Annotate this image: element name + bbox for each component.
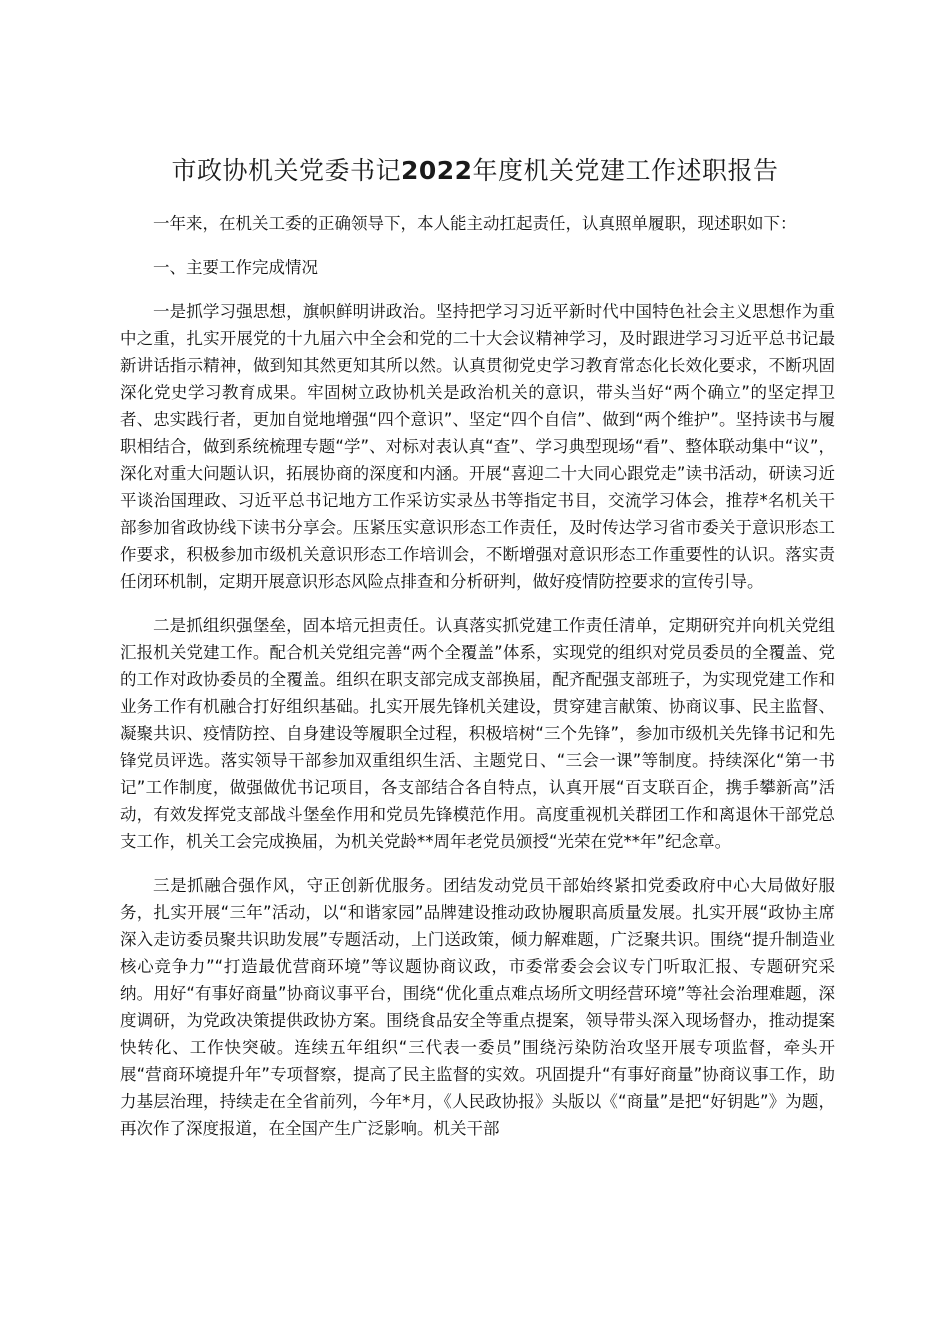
section-heading: 一、主要工作完成情况 (153, 258, 318, 277)
paragraph-integration: 三是抓融合强作风，守正创新优服务。团结发动党员干部始终紧扣党委政府中心大局做好服务，扎实开展“三年”活动，以“和谐家园”品牌建设推动政协履职高质量发展。扎实开展“政协主席深入走访委员聚共识助发展”专题活动，上门送政策，倾力解难题，广泛聚共识。围绕“提升制造业核心竞争力”“打造最优营商环境”等议题协商议政，市委常委会会议专门听取汇报、专题研究采纳。用好“有事好商量”协商议事平台，围绕“优化重点难点场所文明经营环境”等社会治理难题，深度调研，为党政决策提供政协方案。围绕食品安全等重点提案，领导带头深入现场督办，推动提案快转化、工作快突破。连续五年组织“三代表一委员”围绕污染防治攻坚开展专项监督，牵头开展“营商环境提升年”专项督察，提高了民主监督的实效。巩固提升“有事好商量”协商议事工作，助力基层治理，持续走在全省前列，今年*月，《人民政协报》头版以《“商量”是把“好钥匙”》为题，再次作了深度报道，在全国产生广泛影响。机关干部 (120, 876, 835, 1138)
document-title (0, 150, 950, 192)
title-prefix: 市政协机关党委书记 (171, 156, 401, 185)
intro-paragraph: 一年来，在机关工委的正确领导下，本人能主动扛起责任，认真照单履职，现述职如下： (153, 214, 797, 233)
paragraph-study: 一是抓学习强思想，旗帜鲜明讲政治。坚持把学习习近平新时代中国特色社会主义思想作为重中之重，扎实开展党的十九届六中全会和党的二十大会议精神学习，及时跟进学习习近平总书记最新讲话指示精神，做到知其然更知其所以然。认真贯彻党史学习教育常态化长效化要求，不断巩固深化党史学习教育成果。牢固树立政协机关是政治机关的意识，带头当好“两个确立”的坚定捍卫者、忠实践行者，更加自觉地增强“四个意识”、坚定“四个自信”、做到“两个维护”。坚持读书与履职相结合，做到系统梳理专题“学”、对标对表认真“查”、学习典型现场“看”、整体联动集中“议”，深化对重大问题认识，拓展协商的深度和内涵。开展“喜迎二十大同心跟党走”读书活动，研读习近平谈治国理政、习近平总书记地方工作采访实录丛书等指定书目，交流学习体会，推荐*名机关干部参加省政协线下读书分享会。压紧压实意识形态工作责任，及时传达学习省市委关于意识形态工作要求，积极参加市级机关意识形态工作培训会，不断增强对意识形态工作重要性的认识。落实责任闭环机制，定期开展意识形态风险点排查和分析研判，做好疫情防控要求的宣传引导。 (120, 302, 835, 591)
document-body (120, 210, 835, 1159)
title-suffix: 年度机关党建工作述职报告 (472, 156, 779, 185)
title-year: 2022 (400, 156, 473, 185)
paragraph-organization: 二是抓组织强堡垒，固本培元担责任。认真落实抓党建工作责任清单，定期研究并向机关党组汇报机关党建工作。配合机关党组完善“两个全覆盖”体系，实现党的组织对党员委员的全覆盖、党的工作对政协委员的全覆盖。组织在职支部完成支部换届，配齐配强支部班子，为实现党建工作和业务工作有机融合打好组织基础。扎实开展先锋机关建设，贯穿建言献策、协商议事、民主监督、凝聚共识、疫情防控、自身建设等履职全过程，积极培树“三个先锋”，参加市级机关先锋书记和先锋党员评选。落实领导干部参加双重组织生活、主题党日、“三会一课”等制度。持续深化“第一书记”工作制度，做强做优书记项目，各支部结合各自特点，认真开展“百支联百企，携手攀新高”活动，有效发挥党支部战斗堡垒作用和党员先锋模范作用。高度重视机关群团工作和离退休干部党总支工作，机关工会完成换届，为机关党龄**周年老党员颁授“光荣在党**年”纪念章。 (120, 616, 835, 851)
